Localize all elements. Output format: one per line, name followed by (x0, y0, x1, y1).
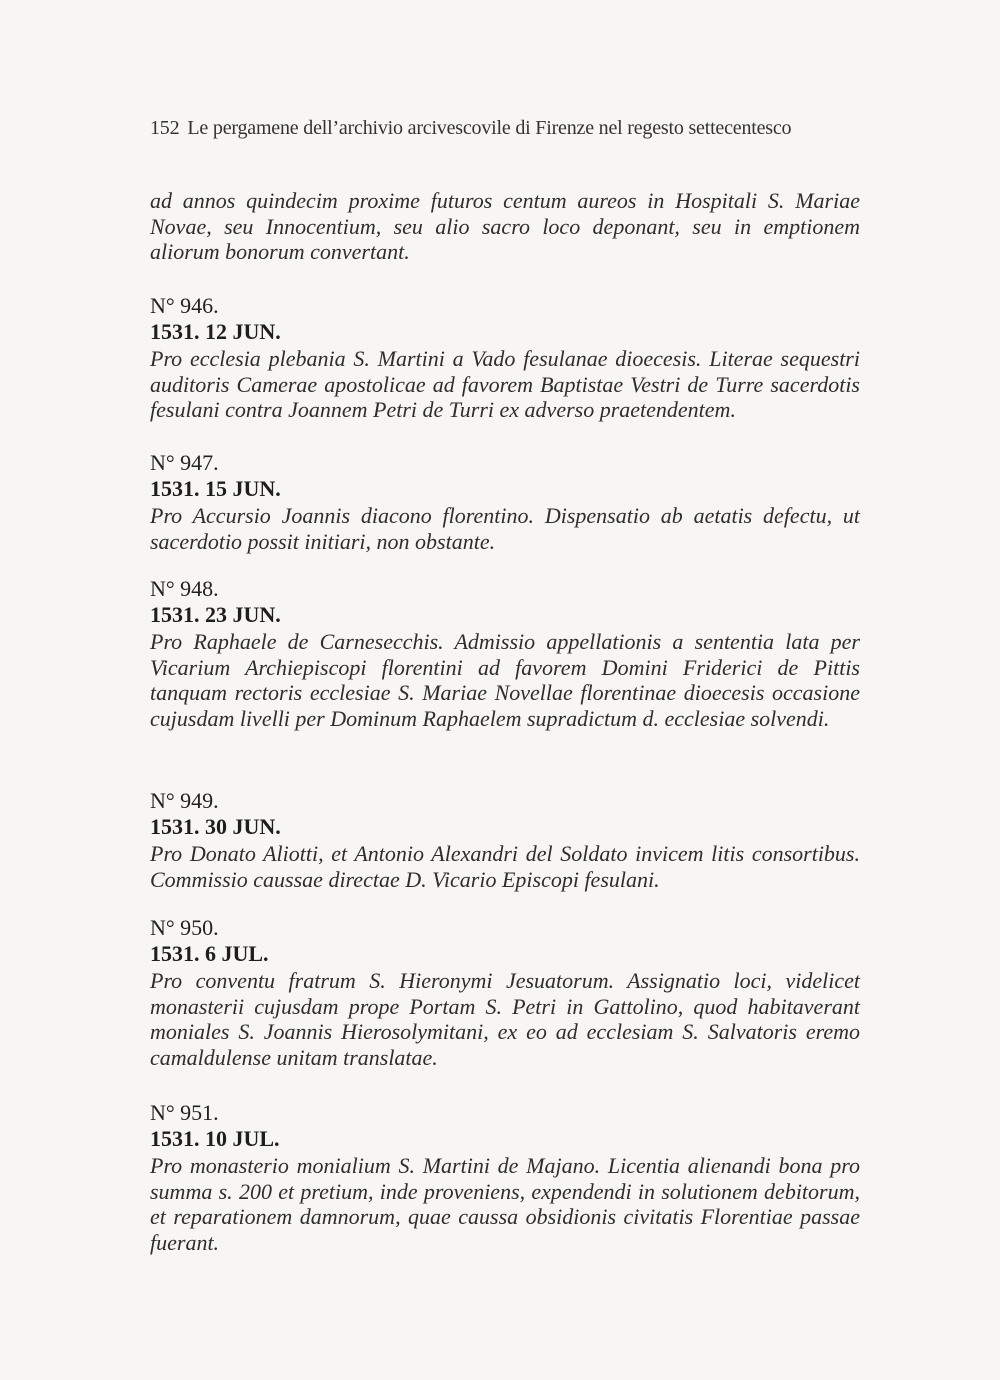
entry-date: 1531. 12 JUN. (150, 319, 281, 344)
entry-number: N° 950. (150, 915, 219, 940)
entry-number: N° 946. (150, 293, 219, 318)
page-number: 152 (150, 117, 180, 139)
entry-date: 1531. 30 JUN. (150, 814, 281, 839)
entry-date: 1531. 6 JUL. (150, 941, 269, 966)
entry-text: Pro Donato Aliotti, et Antonio Alexandri del Soldato invicem litis consortibus. Commissio caussae directae D. Vicario Episcopi fesulani. (150, 841, 860, 892)
entry-number: N° 949. (150, 788, 219, 813)
entry-text: Pro Raphaele de Carnesecchis. Admissio appellationis a sententia lata per Vicarium Archiepiscopi florentini ad favorem Domini Friderici de Pittis tanquam rectoris ecclesiae S. Mariae Novellae florentinae dioecesis occasione cujusdam livelli per Dominum Raphaelem supradictum d. ecclesiae solvendi. (150, 629, 860, 731)
entry-text: Pro conventu fratrum S. Hieronymi Jesuatorum. Assignatio loci, videlicet monasterii cujusdam prope Portam S. Petri in Gattolino, quod habitaverant moniales S. Joannis Hierosolymitani, ex eo ad ecclesiam S. Salvatoris eremo camaldulense unitam translatae. (150, 968, 860, 1070)
entry-950 (150, 915, 860, 1070)
entry-946 (150, 293, 860, 423)
entry-948 (150, 576, 860, 731)
entry-text: Pro monasterio monialium S. Martini de Majano. Licentia alienandi bona pro summa s. 200 et pretium, inde proveniens, expendendi in solutionem debitorum, et reparationem damnorum, quae caussa obsidionis civitatis Florentiae passae fuerant. (150, 1153, 860, 1255)
continuation-paragraph: ad annos quindecim proxime futuros centum aureos in Hospitali S. Mariae Novae, seu Innocentium, seu alio sacro loco deponant, seu in emptionem aliorum bonorum convertant. (150, 188, 860, 264)
entry-949 (150, 788, 860, 892)
entry-number: N° 947. (150, 450, 219, 475)
entry-number: N° 951. (150, 1100, 219, 1125)
running-title: Le pergamene dell’archivio arcivescovile di Firenze nel regesto settecentesco (187, 117, 792, 139)
entry-text: Pro ecclesia plebania S. Martini a Vado fesulanae dioecesis. Literae sequestri auditoris Camerae apostolicae ad favorem Baptistae Vestri de Turre sacerdotis fesulani contra Joannem Petri de Turri ex adverso praetendentem. (150, 346, 860, 422)
entry-number: N° 948. (150, 576, 219, 601)
entry-date: 1531. 10 JUL. (150, 1126, 280, 1151)
entry-947 (150, 450, 860, 554)
entry-text: Pro Accursio Joannis diacono florentino. Dispensatio ab aetatis defectu, ut sacerdotio possit initiari, non obstante. (150, 503, 860, 554)
entry-951 (150, 1100, 860, 1255)
entry-date: 1531. 15 JUN. (150, 476, 281, 501)
entry-date: 1531. 23 JUN. (150, 602, 281, 627)
running-header (150, 117, 870, 140)
